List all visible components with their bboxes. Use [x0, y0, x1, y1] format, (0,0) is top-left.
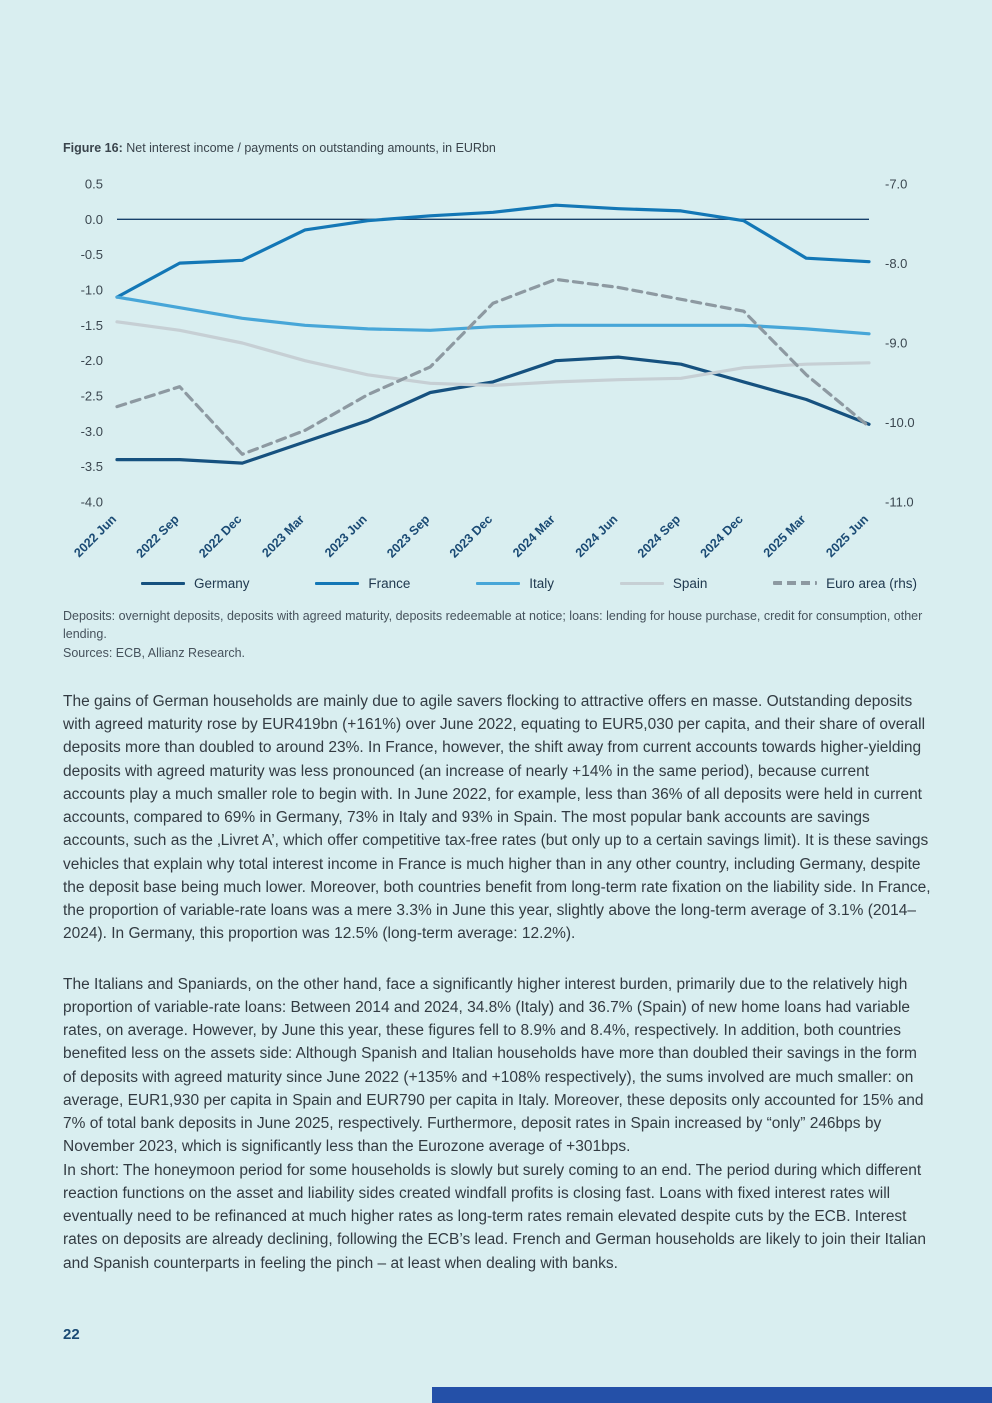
x-axis-tick: 2023 Mar: [259, 511, 308, 560]
legend-swatch-spain: [620, 582, 664, 585]
legend-label-spain: Spain: [672, 575, 708, 591]
left-axis-tick: -3.0: [80, 423, 103, 439]
page-number: 22: [63, 1326, 80, 1343]
x-axis-tick: 2024 Sep: [634, 511, 684, 560]
figure-title: Net interest income / payments on outstanding amounts, in EURbn: [122, 141, 496, 155]
right-axis-tick: -7.0: [885, 176, 908, 191]
left-axis-tick: -1.5: [80, 317, 103, 333]
series-line-spain: [117, 321, 869, 385]
legend-swatch-germany: [141, 582, 185, 585]
x-axis-tick: 2023 Sep: [384, 511, 433, 560]
legend-label-france: France: [368, 575, 411, 591]
left-axis-tick: -1.0: [80, 282, 103, 297]
x-axis-tick: 2024 Dec: [697, 511, 746, 560]
x-axis-tick: 2022 Dec: [196, 511, 245, 560]
x-axis-tick: 2022 Sep: [133, 511, 182, 560]
legend-item-italy: [476, 576, 554, 591]
figure-notes-sources: Sources: ECB, Allianz Research.: [63, 646, 246, 660]
x-axis-tick: 2024 Mar: [510, 511, 558, 560]
figure-chart: [63, 170, 931, 591]
figure-chart-svg: [63, 170, 931, 574]
left-axis-tick: -4.0: [80, 494, 103, 509]
figure-caption: [63, 140, 931, 158]
legend-label-germany: Germany: [194, 575, 250, 591]
x-axis-tick: 2022 Jun: [71, 511, 120, 560]
figure-label: Figure 16:: [63, 141, 123, 155]
left-axis-tick: 0.0: [84, 211, 103, 227]
legend-swatch-france: [315, 582, 359, 585]
footer-bar: [432, 1387, 992, 1403]
right-axis-tick: -8.0: [885, 255, 908, 271]
legend-swatch-euro-area-rhs: [773, 581, 817, 585]
body-paragraph-3-text: In short: The honeymoon period for some households is slowly but surely coming to an end. The period during which different reaction functions on the asset and liability sides created windfall profits is closing fast. Loans with fixed interest rates will eventually need to be refinanced at much higher rates as long-term rates remain elevated despite cuts by the ECB. Interest rates on deposits are already declining, following the ECB’s lead. French and German households are likely to join their Italian and Spanish counterparts in feeling the pinch – at least when dealing with banks.: [63, 1161, 927, 1272]
legend-label-euro-area-rhs: Euro area (rhs): [826, 575, 917, 591]
right-axis-tick: -9.0: [885, 335, 908, 350]
left-axis-tick: -3.5: [80, 458, 103, 474]
x-axis-tick: 2025 Jun: [823, 511, 872, 560]
page-content: [63, 0, 931, 1275]
x-axis-tick: 2023 Jun: [322, 511, 370, 560]
x-axis-tick: 2023 Dec: [446, 511, 496, 560]
body-paragraph-2: [63, 973, 931, 1275]
body-paragraph-2-text: The Italians and Spaniards, on the other hand, face a significantly higher interest burden, primarily due to the relatively high proportion of variable-rate loans: Between 2014 and 2024, 34.8% (Italy) and 36.7% (Spain) of new home loans had variable rates, on average. However, by June this year, these figures fell to 8.9% and 8.4%, respectively. In addition, both countries benefited less on the assets side: Although Spanish and Italian households have more than doubled their savings in the form of deposits with agreed maturity since June 2022 (+135% and +108% respectively), the sums involved are much smaller: on average, EUR1,930 per capita in Spain and EUR790 per capita in Italy. Moreover, these deposits only accounted for 15% and 7% of total bank deposits in June 2025, respectively. Furthermore, deposit rates in Spain increased by “only” 246bps by November 2023, which is significantly less than the Eurozone average of +301bps.: [63, 975, 924, 1156]
x-axis-tick: 2025 Mar: [760, 511, 809, 560]
legend-item-spain: [620, 576, 708, 591]
legend-swatch-italy: [476, 582, 520, 585]
legend-item-germany: [141, 576, 250, 591]
legend-label-italy: Italy: [529, 575, 554, 591]
left-axis-tick: 0.5: [84, 176, 103, 191]
body-paragraph-1: The gains of German households are mainly due to agile savers flocking to attractive offers en masse. Outstanding deposits with agreed maturity rose by EUR419bn (+161%) over June 2022, equating to EUR5,030 per capita, and their share of overall deposits more than doubled to around 23%. In France, however, the shift away from current accounts towards higher-yielding deposits with agreed maturity was less pronounced (an increase of nearly +14% in the same period), because current accounts play a much smaller role to begin with. In June 2022, for example, less than 36% of all deposits were held in current accounts, compared to 69% in Germany, 73% in Italy and 93% in Spain. The most popular bank accounts are savings accounts, such as the ‚Livret A’, which offer competitive tax-free rates (but only up to a certain savings limit). It is these savings vehicles that explain why total interest income in France is much higher than in any other country, including Germany, despite the deposit base being much lower. Moreover, both countries benefit from long-term rate fixation on the liability side. In France, the proportion of variable-rate loans was a mere 3.3% in June this year, slightly above the long-term average of 3.1% (2014–2024). In Germany, this proportion was 12.5% (long-term average: 12.2%).: [63, 692, 931, 943]
left-axis-tick: -0.5: [80, 246, 103, 262]
legend-item-euro-area-rhs: [773, 576, 917, 591]
right-axis-tick: -10.0: [885, 414, 915, 430]
chart-legend: [63, 576, 931, 591]
left-axis-tick: -2.0: [80, 352, 103, 368]
legend-item-france: [315, 576, 410, 591]
x-axis-tick: 2024 Jun: [572, 511, 621, 560]
right-axis-tick: -11.0: [885, 494, 914, 509]
series-line-germany: [117, 357, 869, 463]
figure-notes: [63, 607, 931, 663]
figure-notes-definitions: Deposits: overnight deposits, deposits with agreed maturity, deposits redeemable at notice; loans: lending for house purchase, credit for consumption, other lending.: [63, 608, 923, 642]
left-axis-tick: -2.5: [80, 388, 103, 403]
